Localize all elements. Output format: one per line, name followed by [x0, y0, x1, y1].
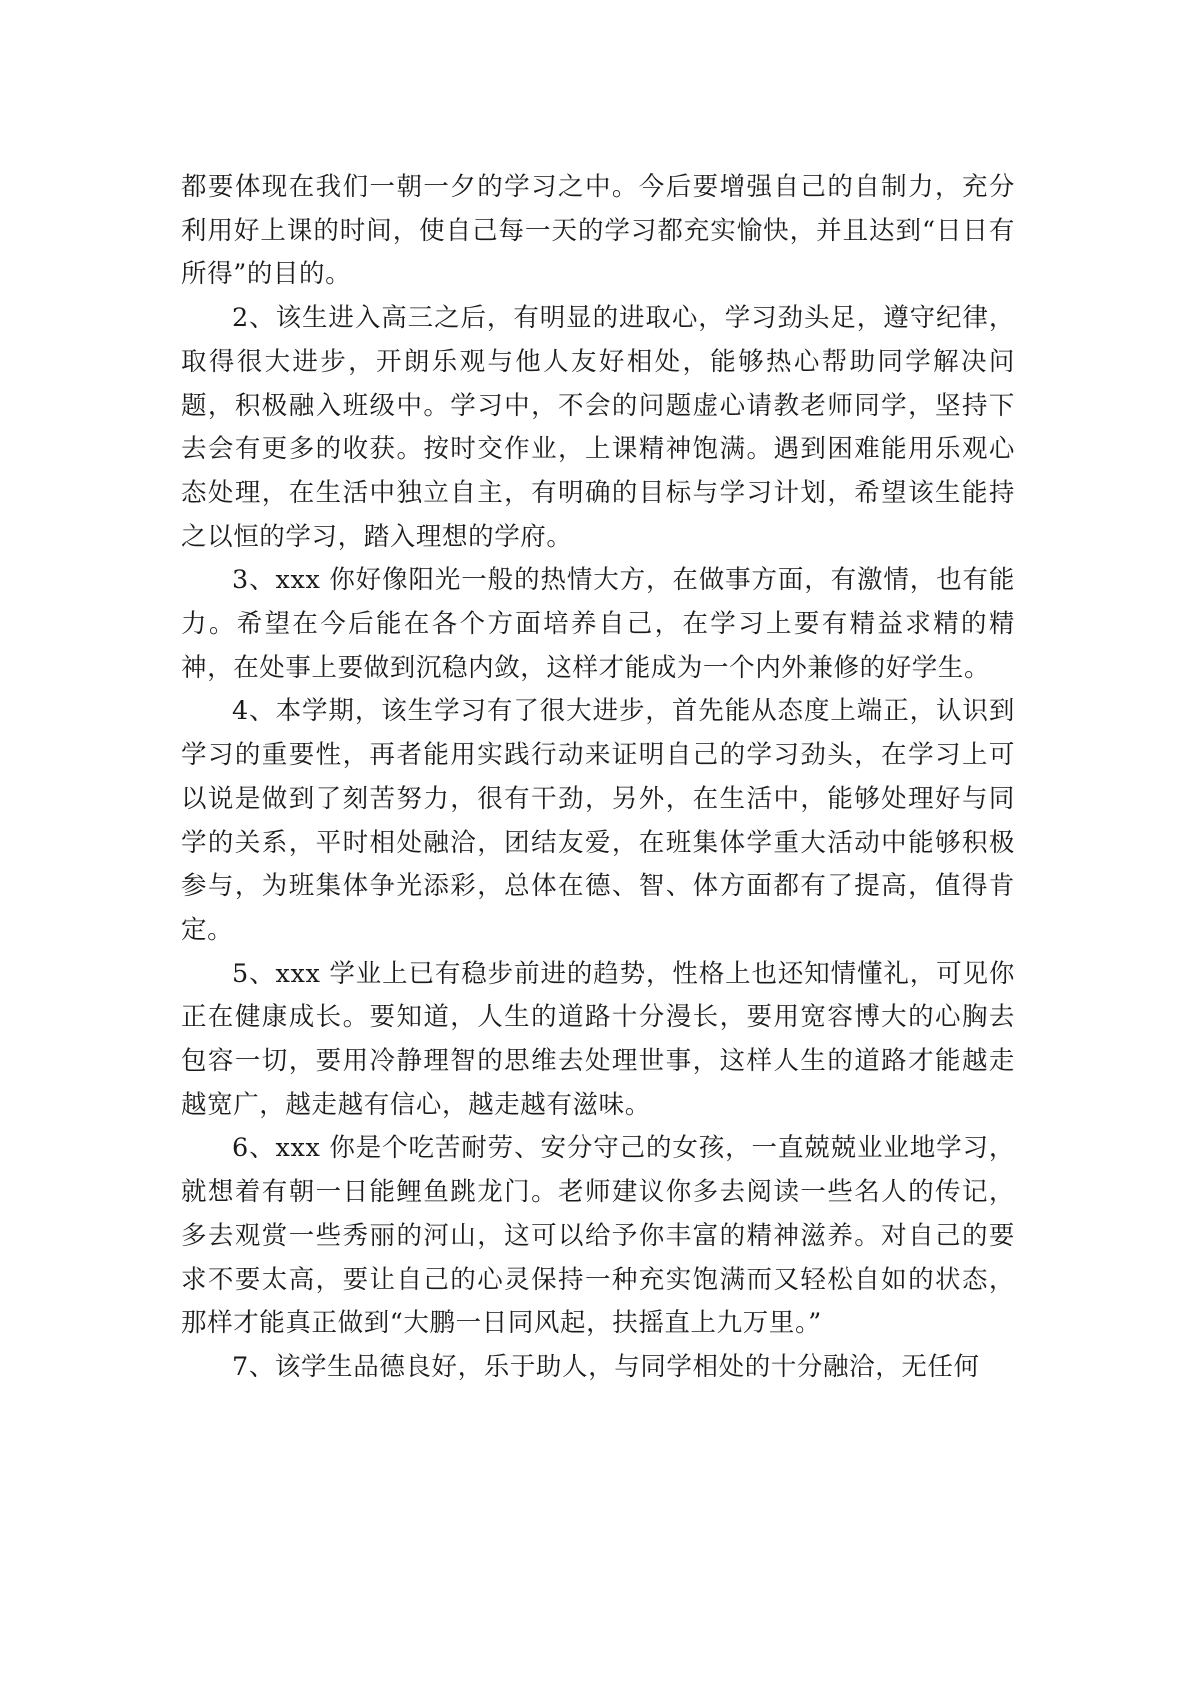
paragraph-item-7: 7、该学生品德良好，乐于助人，与同学相处的十分融洽，无任何 [232, 1351, 980, 1382]
paragraph-item-2: 2、该生进入高三之后，有明显的进取心，学习劲头足，遵守纪律，取得很大进步，开朗乐观与他人友好相处，能够热心帮助同学解决问题，积极融入班级中。学习中，不会的问题虚心请教老师同学，坚持下去会有更多的收获。按时交作业，上课精神饱满。遇到困难能用乐观心态处理，在生活中独立自主，有明确的目标与学习计划，希望该生能持之以恒的学习，踏入理想的学府。 [181, 303, 1015, 552]
paragraph-item-3: 3、xxx 你好像阳光一般的热情大方，在做事方面，有激情，也有能力。希望在今后能在各个方面培养自己，在学习上要有精益求精的精神，在处事上要做到沉稳内敛，这样才能成为一个内外兼修的好学生。 [181, 565, 1015, 683]
document-body [181, 166, 1015, 1390]
paragraph-item-6: 6、xxx 你是个吃苦耐劳、安分守己的女孩，一直兢兢业业地学习，就想着有朝一日能鲤鱼跳龙门。老师建议你多去阅读一些名人的传记，多去观赏一些秀丽的河山，这可以给予你丰富的精神滋养。对自己的要求不要太高，要让自己的心灵保持一种充实饱满而又轻松自如的状态，那样才能真正做到“大鹏一日同风起，扶摇直上九万里。” [181, 1133, 1015, 1339]
paragraph-item-5: 5、xxx 学业上已有稳步前进的趋势，性格上也还知情懂礼，可见你正在健康成长。要知道，人生的道路十分漫长，要用宽容博大的心胸去包容一切，要用冷静理智的思维去处理世事，这样人生的道路才能越走越宽广，越走越有信心，越走越有滋味。 [181, 958, 1015, 1120]
paragraph-continuation: 都要体现在我们一朝一夕的学习之中。今后要增强自己的自制力，充分利用好上课的时间，使自己每一天的学习都充实愉快，并且达到“日日有所得”的目的。 [181, 172, 1015, 290]
paragraph-item-4: 4、本学期，该生学习有了很大进步，首先能从态度上端正，认识到学习的重要性，再者能用实践行动来证明自己的学习劲头，在学习上可以说是做到了刻苦努力，很有干劲，另外，在生活中，能够处理好与同学的关系，平时相处融洽，团结友爱，在班集体学重大活动中能够积极参与，为班集体争光添彩，总体在德、智、体方面都有了提高，值得肯定。 [181, 696, 1015, 945]
